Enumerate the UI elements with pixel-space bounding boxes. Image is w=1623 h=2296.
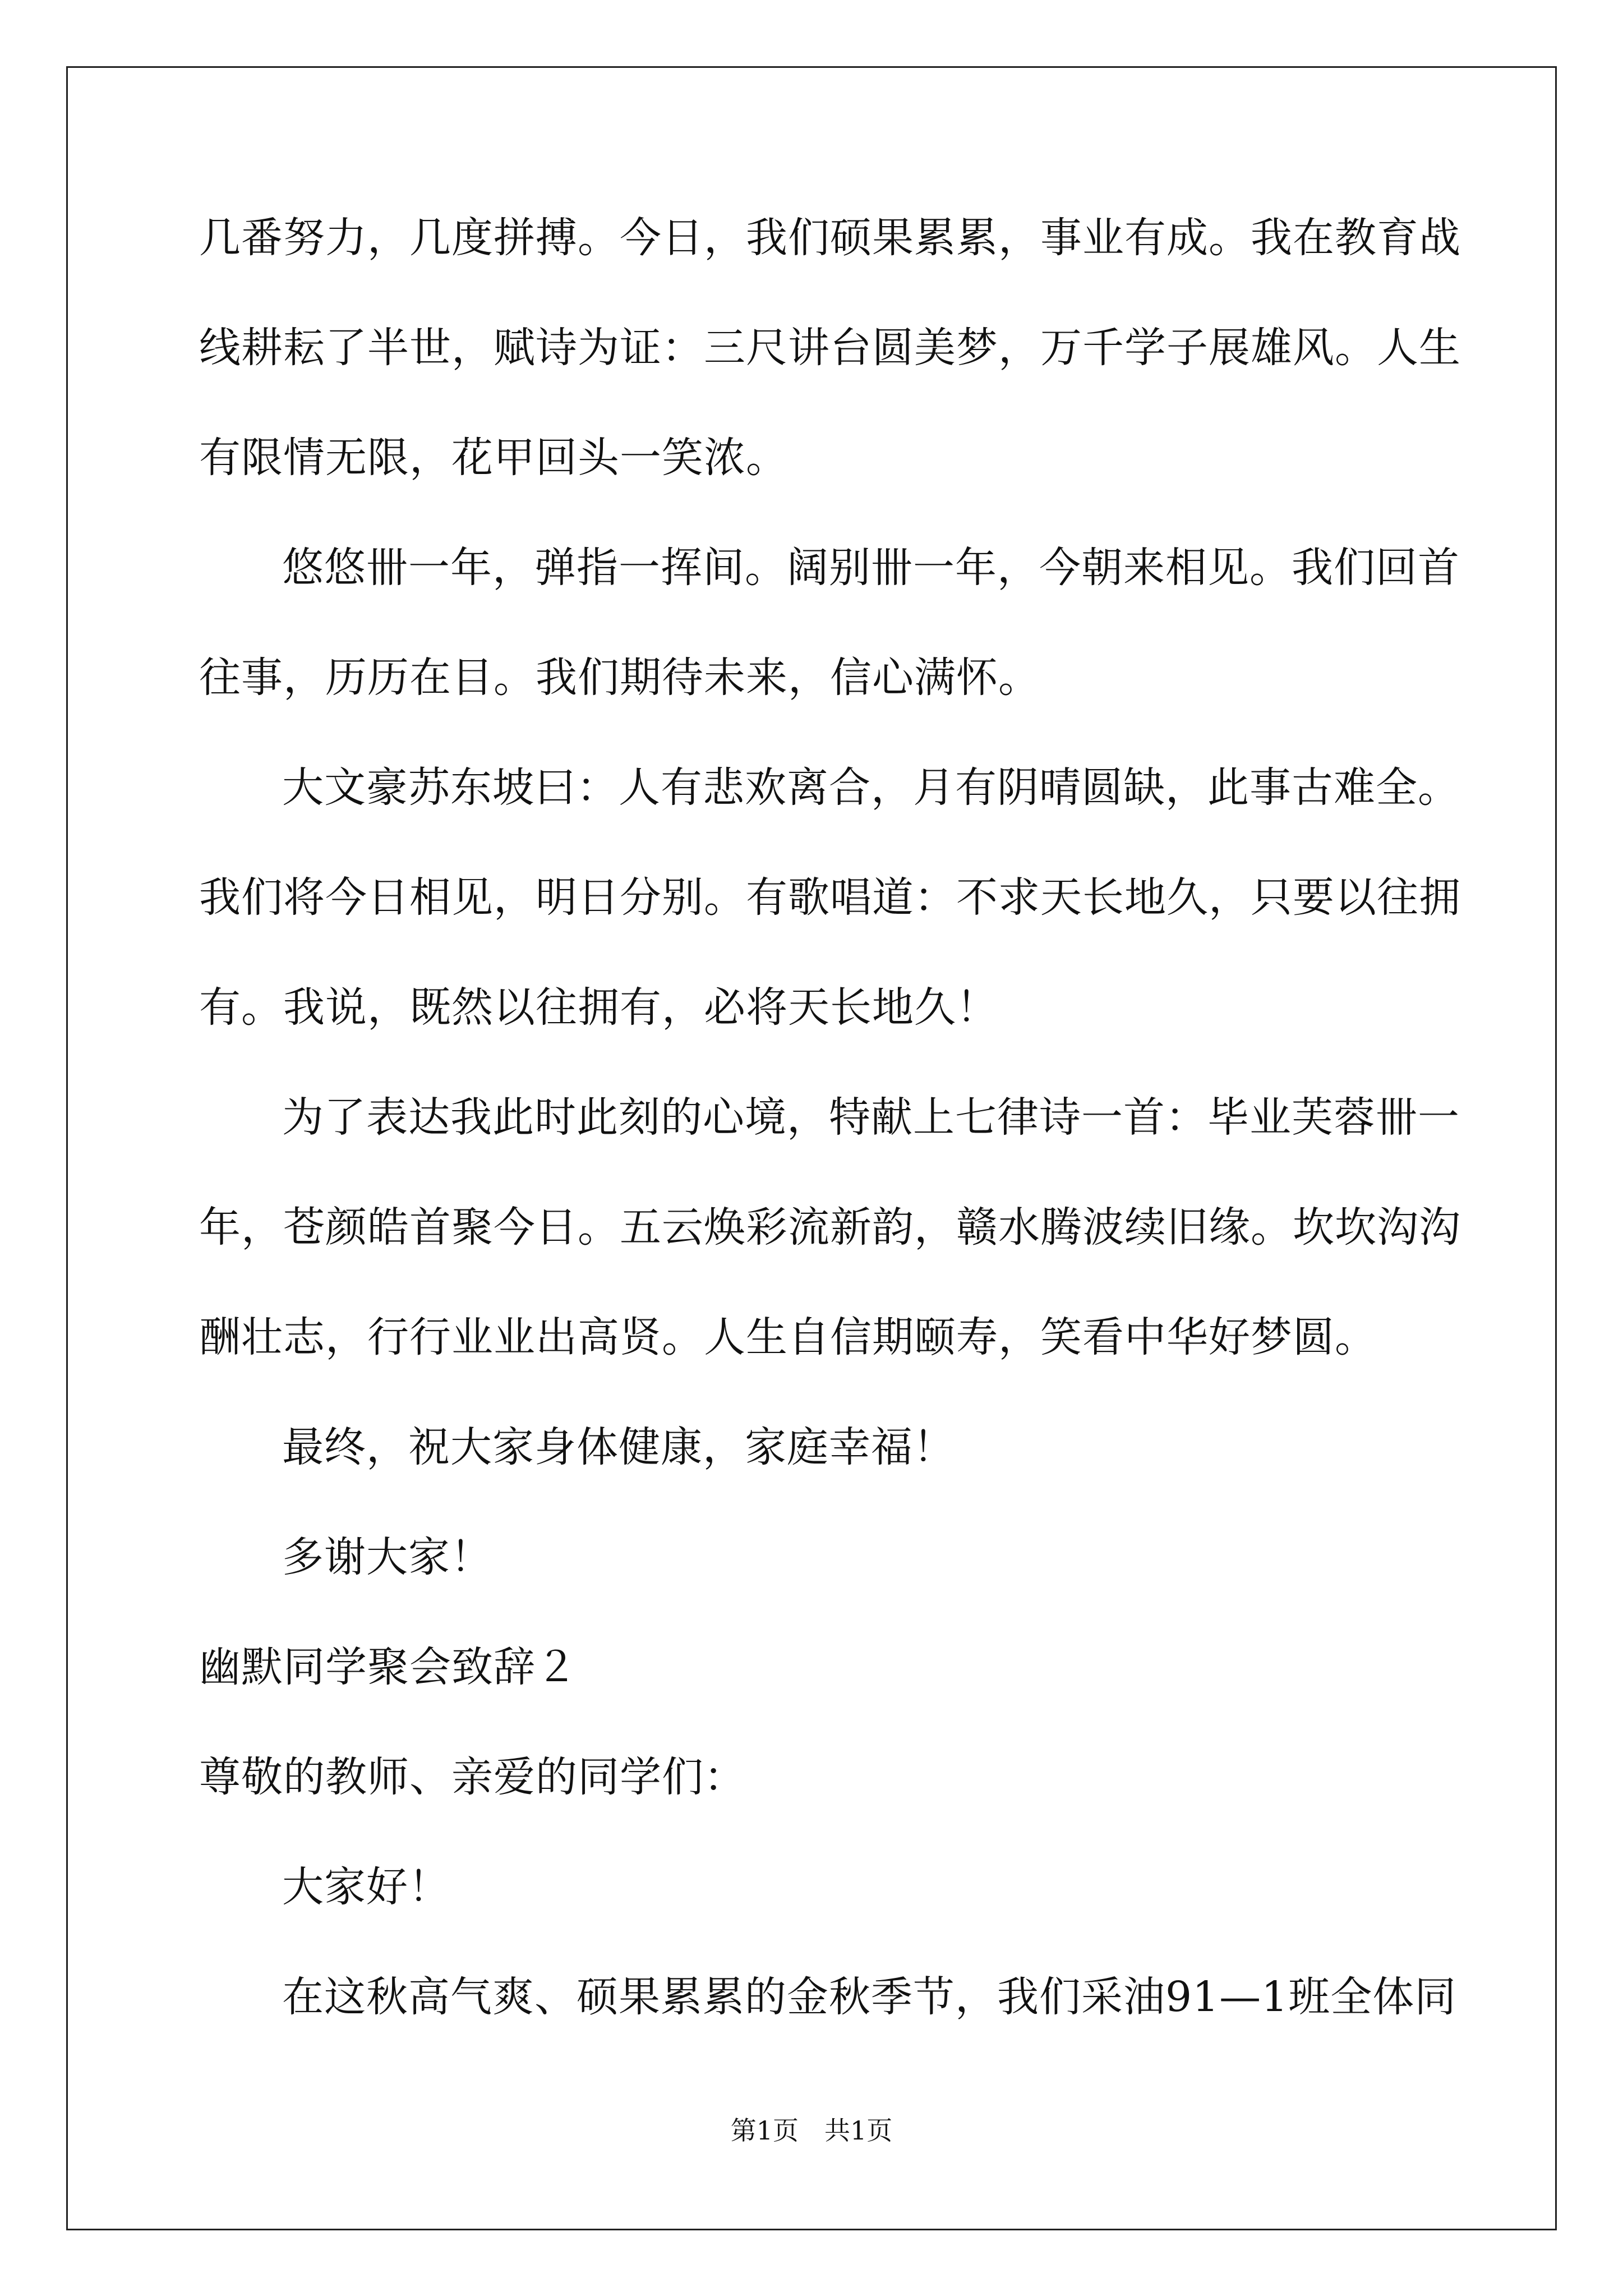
paragraph-start-line: 为了表达我此时此刻的心境，特献上七律诗一首：毕业芙蓉卌一 [282, 1093, 1460, 1142]
paragraph-start-line: 多谢大家！ [282, 1533, 492, 1581]
text-line: 年，苍颜皓首聚今日。五云焕彩流新韵，赣水腾波续旧缘。坎坎沟沟 [199, 1203, 1461, 1251]
paragraph-start-line: 悠悠卌一年，弹指一挥间。阔别卌一年，今朝来相见。我们回首 [282, 544, 1460, 592]
page-footer: 第1页 共1页 [730, 2115, 893, 2146]
text-line: 几番努力，几度拼搏。今日，我们硕果累累，事业有成。我在教育战 [199, 214, 1461, 262]
text-line: 往事，历历在目。我们期待未来，信心满怀。 [199, 654, 1040, 702]
text-line: 有限情无限，花甲回头一笑浓。 [199, 434, 788, 482]
text-line: 有。我说，既然以往拥有，必将天长地久！ [199, 983, 998, 1032]
paragraph-start-line: 大文豪苏东坡曰：人有悲欢离合，月有阴晴圆缺，此事古难全。 [282, 763, 1460, 812]
text-line: 酬壮志，行行业业出高贤。人生自信期颐寿，笑看中华好梦圆。 [199, 1313, 1377, 1361]
greeting: 大家好！ [282, 1863, 450, 1911]
section-heading: 幽默同学聚会致辞２ [199, 1643, 578, 1691]
document-body [199, 213, 1461, 2022]
paragraph-start-line: 在这秋高气爽、硕果累累的金秋季节，我们采油91—1班全体同 [282, 1973, 1457, 2021]
text-line: 我们将今日相见，明日分别。有歌唱道：不求天长地久，只要以往拥 [199, 873, 1461, 922]
salutation: 尊敬的教师、亲爱的同学们： [199, 1753, 746, 1801]
text-line: 线耕耘了半世，赋诗为证：三尺讲台圆美梦，万千学子展雄风。人生 [199, 324, 1461, 372]
paragraph-start-line: 最终，祝大家身体健康，家庭幸福！ [282, 1423, 955, 1471]
